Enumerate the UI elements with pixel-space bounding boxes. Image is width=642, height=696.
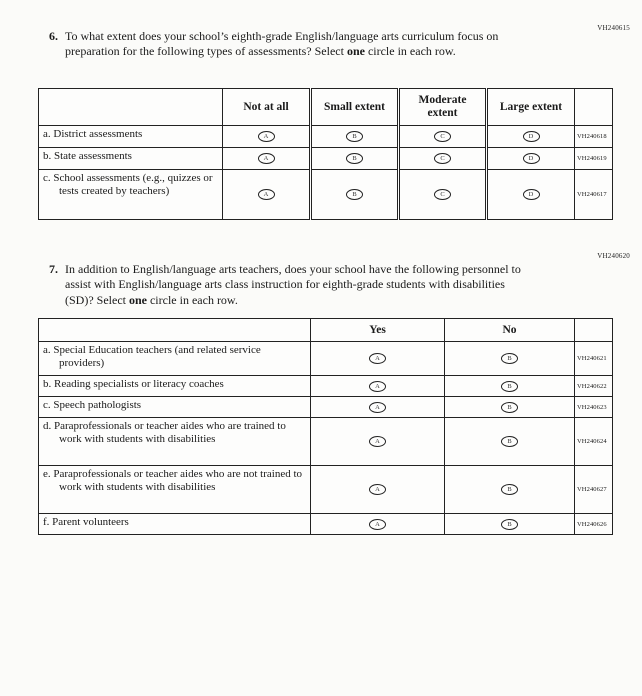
q7-col-no: No (445, 319, 575, 342)
answer-oval[interactable]: C (434, 153, 451, 164)
answer-oval[interactable]: D (523, 131, 540, 142)
row-code: VH240624 (575, 418, 613, 466)
answer-oval[interactable]: A (369, 381, 386, 392)
answer-oval[interactable]: B (501, 381, 518, 392)
answer-oval[interactable]: B (501, 402, 518, 413)
row-label: e. Paraprofessionals or teacher aides who are not trained to work with students with disabilities (39, 466, 311, 514)
row-code: VH240622 (575, 376, 613, 397)
q6-col-small-extent: Small extent (311, 89, 399, 126)
question-7-number: 7. (49, 262, 58, 276)
row-label: c. School assessments (e.g., quizzes or tests created by teachers) (39, 170, 223, 220)
row-label: b. State assessments (39, 148, 223, 170)
question-6-text-pre: To what extent does your school’s eighth-grade English/language arts curriculum focus on preparation for the following types of assessments? Select (65, 29, 499, 59)
question-6-number: 6. (49, 29, 58, 43)
question-7-text-pre: In addition to English/language arts teachers, does your school have the following personnel to assist with English/language arts class instruction for eighth-grade students with disabilities (SD)? Select (65, 262, 521, 307)
answer-oval[interactable]: A (369, 353, 386, 364)
question-7-text-post: circle in each row. (146, 292, 238, 307)
answer-oval[interactable]: C (434, 131, 451, 142)
answer-oval[interactable]: B (501, 484, 518, 495)
question-6 (49, 29, 554, 60)
q6-header-row (39, 89, 613, 126)
table-row (39, 126, 613, 148)
row-code: VH240623 (575, 397, 613, 418)
question-7 (49, 262, 554, 308)
answer-oval[interactable]: A (369, 484, 386, 495)
question-6-text-bold: one (346, 44, 365, 59)
q6-col-large-extent: Large extent (487, 89, 575, 126)
q7-header-row (39, 319, 613, 342)
q7-table (38, 318, 613, 535)
row-code: VH240617 (575, 170, 613, 220)
table-row (39, 466, 613, 514)
table-row (39, 148, 613, 170)
row-code: VH240621 (575, 342, 613, 376)
form-code-q7: VH240620 (597, 252, 630, 260)
answer-oval[interactable]: B (346, 189, 363, 200)
q7-col-yes: Yes (311, 319, 445, 342)
answer-oval[interactable]: A (369, 519, 386, 530)
answer-oval[interactable]: A (258, 189, 275, 200)
answer-oval[interactable]: A (258, 153, 275, 164)
row-label: f. Parent volunteers (39, 514, 311, 535)
q6-header-code-empty (575, 89, 613, 126)
row-label: a. Special Education teachers (and related service providers) (39, 342, 311, 376)
row-label: c. Speech pathologists (39, 397, 311, 418)
row-code: VH240619 (575, 148, 613, 170)
row-label: b. Reading specialists or literacy coaches (39, 376, 311, 397)
answer-oval[interactable]: D (523, 153, 540, 164)
question-7-text-bold: one (128, 292, 147, 307)
q6-col-not-at-all: Not at all (223, 89, 311, 126)
q6-table (38, 88, 613, 220)
table-row (39, 170, 613, 220)
row-code: VH240626 (575, 514, 613, 535)
row-code: VH240618 (575, 126, 613, 148)
answer-oval[interactable]: B (346, 153, 363, 164)
question-7-text (65, 262, 535, 308)
table-row (39, 514, 613, 535)
table-row (39, 418, 613, 466)
question-6-text-post: circle in each row. (364, 44, 456, 59)
form-code-q6: VH240615 (597, 24, 630, 32)
row-label: d. Paraprofessionals or teacher aides who are trained to work with students with disabilities (39, 418, 311, 466)
row-code: VH240627 (575, 466, 613, 514)
row-label: a. District assessments (39, 126, 223, 148)
table-row (39, 342, 613, 376)
q7-header-code-empty (575, 319, 613, 342)
q7-header-empty (39, 319, 311, 342)
q6-header-empty (39, 89, 223, 126)
table-row (39, 376, 613, 397)
answer-oval[interactable]: A (369, 402, 386, 413)
answer-oval[interactable]: B (346, 131, 363, 142)
answer-oval[interactable]: D (523, 189, 540, 200)
answer-oval[interactable]: A (369, 436, 386, 447)
question-6-text (65, 29, 535, 60)
q6-col-moderate-extent: Moderate extent (399, 89, 487, 126)
answer-oval[interactable]: A (258, 131, 275, 142)
answer-oval[interactable]: B (501, 519, 518, 530)
answer-oval[interactable]: B (501, 436, 518, 447)
table-row (39, 397, 613, 418)
answer-oval[interactable]: B (501, 353, 518, 364)
answer-oval[interactable]: C (434, 189, 451, 200)
